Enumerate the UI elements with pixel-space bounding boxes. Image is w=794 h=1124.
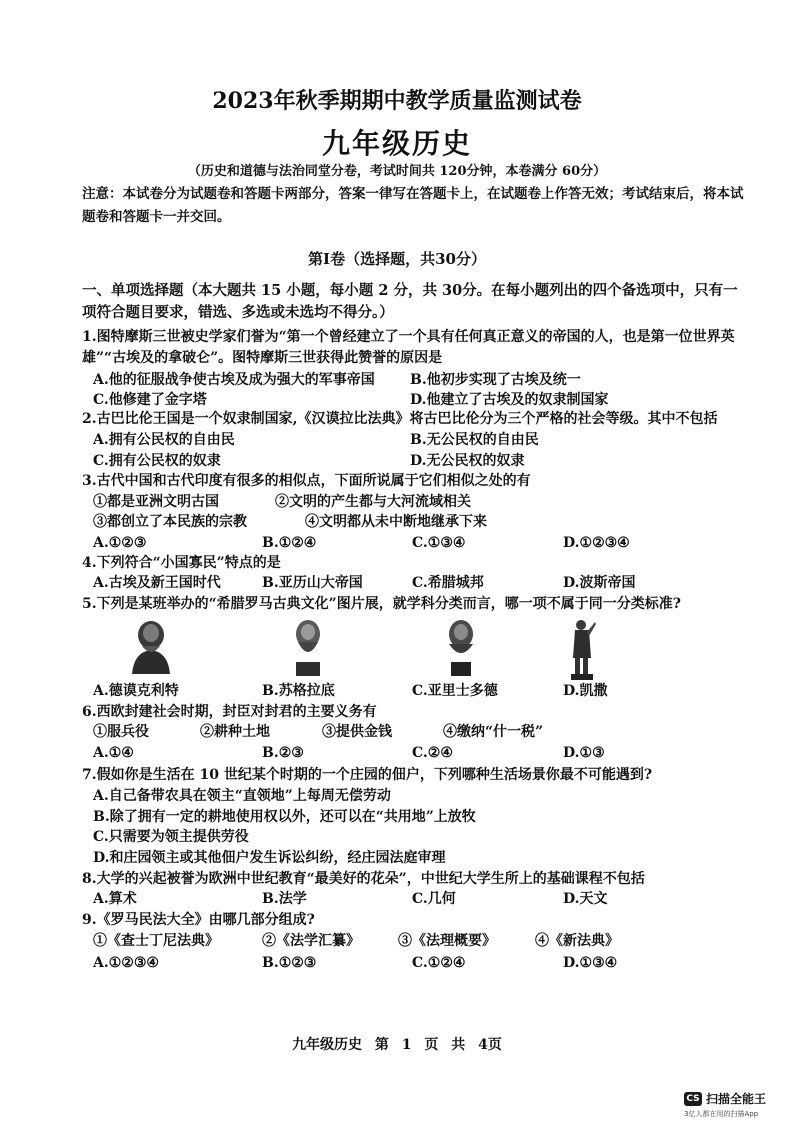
- question-6-stem: 6.西欧封建社会时期，封臣对封君的主要义务有: [82, 704, 377, 720]
- question-6-option-d: D.①③: [563, 745, 605, 761]
- question-7-option-d: D.和庄园领主或其他佃户发生诉讼纠纷，经庄园法庭审理: [93, 850, 446, 866]
- question-6-statement-1: ①服兵役: [93, 724, 149, 740]
- watermark-tagline: 3亿人都在用的扫描App: [684, 1110, 759, 1118]
- question-4-option-a: A.古埃及新王国时代: [93, 575, 221, 591]
- section-heading: 一、单项选择题（本大题共 15 小题，每小题 2 分，共 30分。在每小题列出的四个备选项中，只有一项符合题目要求，错选、多选或未选均不得分。）: [82, 282, 738, 321]
- question-8-option-d: D.天文: [563, 891, 608, 907]
- question-6-statement-2: ②耕种土地: [200, 724, 270, 740]
- question-9-statement-4: ④《新法典》: [535, 933, 619, 949]
- question-9-option-d: D.①③④: [563, 955, 618, 971]
- question-5-stem: 5.下列是某班举办的“希腊罗马古典文化”图片展，就学科分类而言，哪一项不属于同一分类标准?: [82, 596, 681, 612]
- question-8-option-c: C.几何: [412, 891, 456, 907]
- question-3-option-a: A.①②③: [93, 535, 147, 551]
- question-9-option-a: A.①②③④: [93, 955, 159, 971]
- question-2-option-b: B.无公民权的自由民: [410, 432, 539, 448]
- question-5-option-c: C.亚里士多德: [412, 683, 498, 699]
- question-2-option-c: C.拥有公民权的奴隶: [93, 453, 221, 469]
- question-3-option-b: B.①②④: [262, 535, 317, 551]
- question-2-stem: 2.古巴比伦王国是一个奴隶制国家,《汉谟拉比法典》将古巴比伦分为三个严格的社会等级。其中不包括: [82, 411, 718, 427]
- question-6-statement-3: ③提供金钱: [322, 724, 392, 740]
- question-9-statement-3: ③《法理概要》: [398, 933, 496, 949]
- caesar-statue-image: [567, 618, 597, 680]
- question-5-option-d: D.凯撒: [563, 683, 608, 699]
- question-3-statement-1: ①都是亚洲文明古国: [93, 494, 219, 510]
- scanner-watermark: [680, 1088, 790, 1120]
- question-3-option-d: D.①②③④: [563, 535, 630, 551]
- question-4-option-d: D.波斯帝国: [563, 575, 636, 591]
- question-9-stem: 9.《罗马民法大全》由哪几部分组成?: [82, 912, 315, 928]
- socrates-bust-image: [284, 618, 332, 676]
- page-footer: 九年级历史 第 1 页 共 4页: [292, 1037, 502, 1053]
- question-8-option-a: A.算术: [93, 891, 137, 907]
- question-9-option-b: B.①②③: [262, 955, 317, 971]
- question-4-option-b: B.亚历山大帝国: [262, 575, 363, 591]
- question-3-statement-4: ④文明都从未中断地继承下来: [305, 514, 487, 530]
- question-8-option-b: B.法学: [262, 891, 307, 907]
- question-1-option-b: B.他初步实现了古埃及统一: [410, 372, 581, 388]
- subject-title: 九年级历史: [321, 127, 472, 160]
- exam-notice: 注意：本试卷分为试题卷和答题卡两部分，答案一律写在答题卡上，在试题卷上作答无效；考试结束后，将本试题卷和答题卡一并交回。: [82, 186, 744, 225]
- question-6-statement-4: ④缴纳“什一税”: [443, 724, 544, 740]
- question-5-option-a: A.德谟克利特: [93, 683, 179, 699]
- question-7-option-b: B.除了拥有一定的耕地使用权以外，还可以在“共用地”上放牧: [93, 809, 476, 825]
- question-3-statement-3: ③都创立了本民族的宗教: [93, 514, 247, 530]
- question-4-option-c: C.希腊城邦: [412, 575, 484, 591]
- question-7-option-c: C.只需要为领主提供劳役: [93, 829, 249, 845]
- question-6-option-a: A.①④: [93, 745, 134, 761]
- democritus-bust-image: [124, 618, 178, 674]
- section-title: 第Ⅰ卷（选择题，共30分）: [308, 250, 486, 268]
- question-6-option-b: B.②③: [262, 745, 304, 761]
- question-7-option-a: A.自己备带农具在领主“直领地”上每周无偿劳动: [93, 788, 391, 804]
- question-3-stem: 3.古代中国和古代印度有很多的相似点，下面所说属于它们相似之处的有: [82, 473, 531, 489]
- question-8-stem: 8.大学的兴起被誉为欧洲中世纪教育“最美好的花朵”，中世纪大学生所上的基础课程不包括: [82, 871, 645, 887]
- question-1-stem: 1.图特摩斯三世被史学家们誉为“第一个曾经建立了一个具有任何真正意义的帝国的人，也是第一位世界英雄”“古埃及的拿破仑”。图特摩斯三世获得此赞誉的原因是: [82, 329, 735, 366]
- question-9-statement-1: ①《查士丁尼法典》: [93, 933, 219, 949]
- question-7-stem: 7.假如你是生活在 10 世纪某个时期的一个庄园的佃户，下列哪种生活场景你最不可能遇到?: [82, 767, 653, 783]
- question-1-option-a: A.他的征服战争使古埃及成为强大的军事帝国: [93, 372, 375, 388]
- question-2-option-a: A.拥有公民权的自由民: [93, 432, 235, 448]
- exam-subtitle: （历史和道德与法治同堂分卷，考试时间共 120分钟，本卷满分 60分）: [187, 164, 607, 179]
- question-1-option-d: D.他建立了古埃及的奴隶制国家: [410, 392, 609, 408]
- question-6-option-c: C.②④: [412, 745, 453, 761]
- aristotle-bust-image: [437, 618, 485, 676]
- exam-title: 2023年秋季期期中教学质量监测试卷: [212, 88, 582, 114]
- question-4-stem: 4.下列符合“小国寡民”特点的是: [82, 555, 281, 571]
- question-3-option-c: C.①③④: [412, 535, 466, 551]
- question-9-statement-2: ②《法学汇纂》: [262, 933, 360, 949]
- question-1-option-c: C.他修建了金字塔: [93, 392, 207, 408]
- question-5-option-b: B.苏格拉底: [262, 683, 335, 699]
- watermark-app-name: 扫描全能王: [706, 1092, 767, 1106]
- question-3-statement-2: ②文明的产生都与大河流域相关: [275, 494, 471, 510]
- question-2-option-d: D.无公民权的奴隶: [410, 453, 525, 469]
- camscanner-logo-icon: CS: [684, 1092, 702, 1106]
- question-9-option-c: C.①②④: [412, 955, 466, 971]
